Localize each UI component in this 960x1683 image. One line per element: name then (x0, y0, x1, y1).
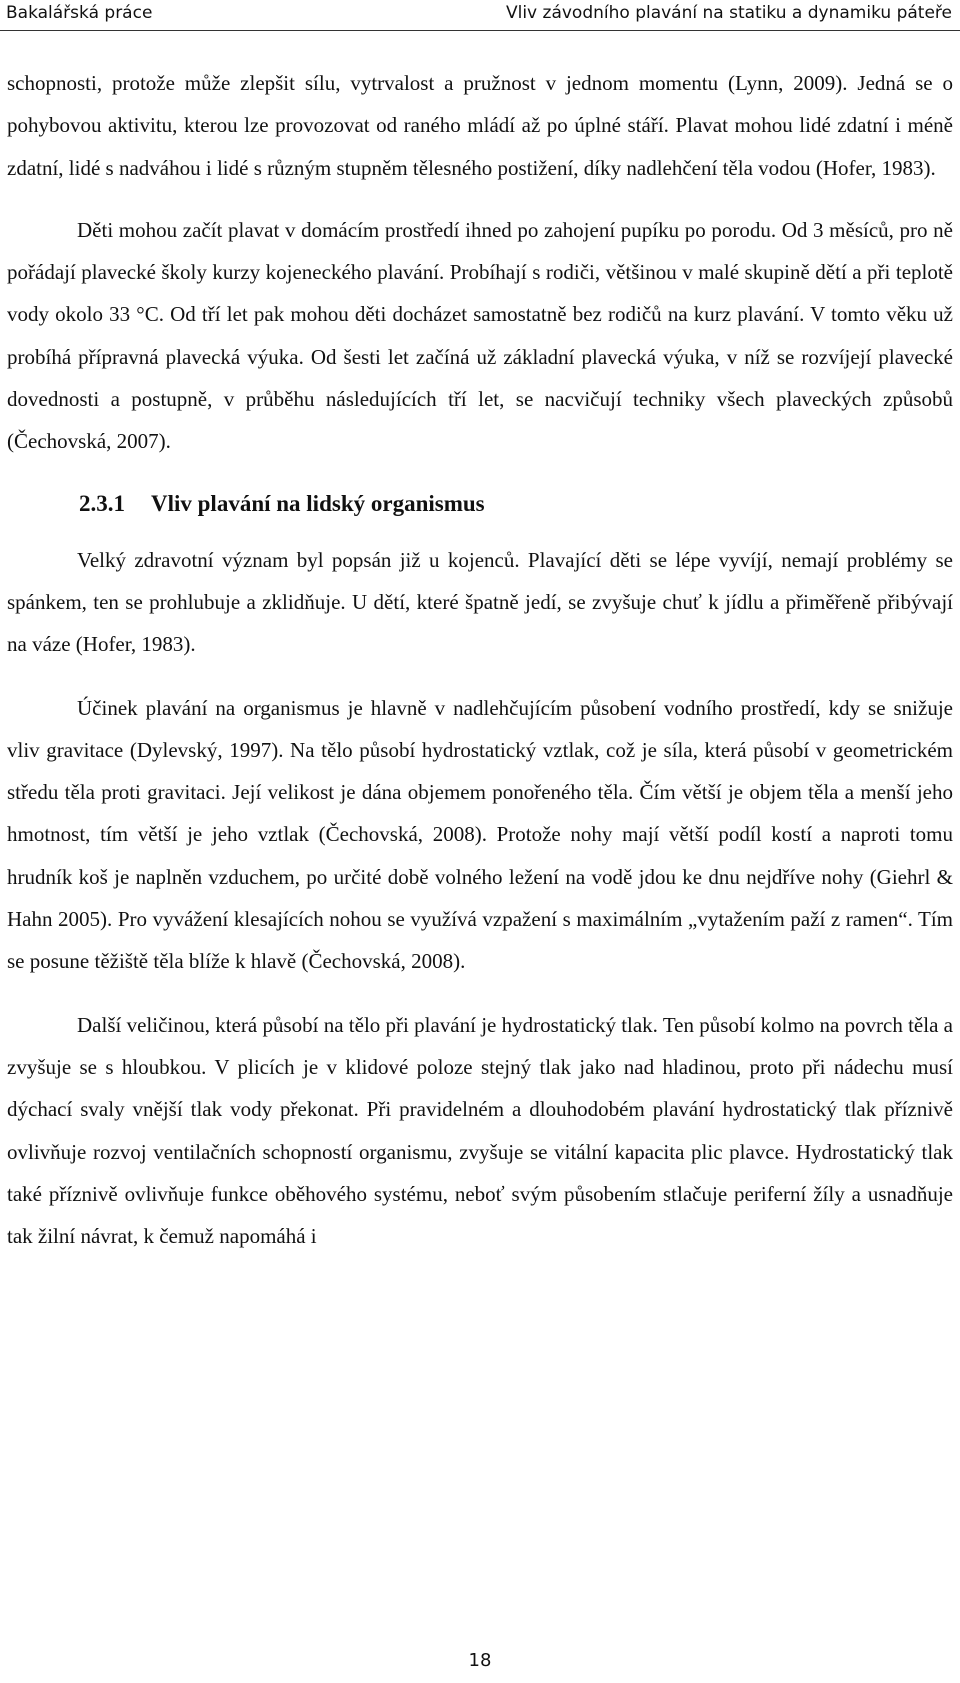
page-number: 18 (468, 1650, 492, 1671)
header-thesis-title: Vliv závodního plavání na statiku a dynamiku páteře (505, 3, 952, 23)
section-heading (79, 483, 953, 525)
paragraph-2: Děti mohou začít plavat v domácím prostředí ihned po zahojení pupíku po porodu. Od 3 měsíců, pro ně pořádají plavecké školy kurzy kojeneckého plavání. Probíhají s rodiči, většinou v malé skupině dětí a při teplotě vody okolo 33 °C. Od tří let pak mohou děti docházet samostatně bez rodičů na kurz plavání. V tomto věku už probíhá přípravná plavecká výuka. Od šesti let začíná už základní plavecká výuka, v níž se rozvíjejí plavecké dovednosti a postupně, v průběhu následujících tří let, se nacvičují techniky všech plaveckých způsobů (Čechovská, 2007). (7, 217, 953, 454)
section-title: Vliv plavání na lidský organismus (151, 490, 485, 516)
paragraph-3: Velký zdravotní význam byl popsán již u kojenců. Plavající děti se lépe vyvíjí, nemají problémy se spánkem, ten se prohlubuje a zklidňuje. U dětí, které špatně jedí, se zvyšuje chuť k jídlu a přiměřeně přibývají na váze (Hofer, 1983). (7, 547, 953, 657)
paragraph-1: schopnosti, protože může zlepšit sílu, vytrvalost a pružnost v jednom momentu (Lynn, 2009). Jedná se o pohybovou aktivitu, kterou lze provozovat od raného mládí až po úplné stáří. Plavat mohou lidé zdatní i méně zdatní, lidé s nadváhou i lidé s různým stupněm tělesného postižení, díky nadlehčení těla vodou (Hofer, 1983). (7, 71, 953, 180)
section-number: 2.3.1 (79, 490, 125, 516)
paragraph-4: Účinek plavání na organismus je hlavně v nadlehčujícím působení vodního prostředí, kdy se snižuje vliv gravitace (Dylevský, 1997). Na tělo působí hydrostatický vztlak, což je síla, která působí v geometrickém středu těla proti gravitaci. Její velikost je dána objemem ponořeného těla. Čím větší je objem těla a menší jeho hmotnost, tím větší je jeho vztlak (Čechovská, 2008). Protože nohy mají větší podíl kostí a naproti tomu hrudník koš je naplněn vzduchem, po určité době volného ležení na vodě jdou ke dnu nejdříve nohy (Giehrl & Hahn 2005). Pro vyvážení klesajících nohou se využívá vzpažení s maximálním „vytažením paží z ramen“. Tím se posune těžiště těla blíže k hlavě (Čechovská, 2008). (7, 695, 953, 974)
page-header (0, 0, 960, 31)
header-document-type: Bakalářská práce (6, 3, 153, 23)
document-body (7, 62, 953, 1257)
paragraph-5: Další veličinou, která působí na tělo při plavání je hydrostatický tlak. Ten působí kolmo na povrch těla a zvyšuje se s hloubkou. V plicích je v klidové poloze stejný tlak jako nad hladinou, proto při nádechu musí dýchací svaly vnější tlak vody překonat. Při pravidelném a dlouhodobém plavání hydrostatický tlak příznivě ovlivňuje rozvoj ventilačních schopností organismu, zvyšuje se vitální kapacita plic plavce. Hydrostatický tlak také příznivě ovlivňuje funkce oběhového systému, neboť svým působením stlačuje periferní žíly a usnadňuje tak žilní návrat, k čemuž napomáhá i (7, 1012, 953, 1249)
